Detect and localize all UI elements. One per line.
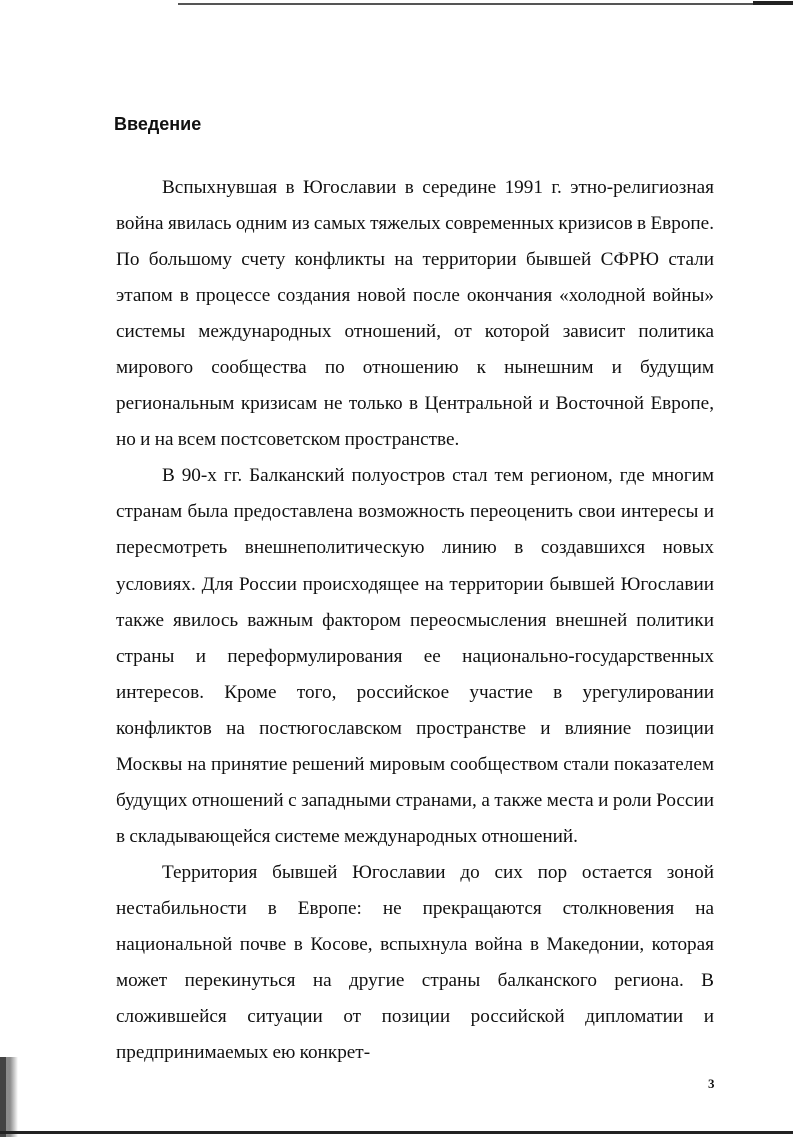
paragraph-1: Вспыхнувшая в Югославии в середине 1991 г. этно-религиозная война явилась одним из самых тяжелых современных кризисов в Европе. По большому счету конфликты на территории бывшей СФРЮ стали этапом в процессе создания новой после окончания «холодной войны» системы международных отношений, от которой зависит политика мирового сообщества по отношению к нынешним и будущим региональным кризисам не только в Центральной и Восточной Европе, но и на всем постсоветском пространстве. — [116, 177, 714, 451]
paragraph-2: В 90-х гг. Балканский полуостров стал тем регионом, где многим странам была предоставлена возможность переоценить свои интересы и пересмотреть внешнеполитическую линию в создавшихся новых условиях. Для России происходящее на территории бывшей Югославии также явилось важным фактором переосмысления внешней политики страны и переформулирования ее национально-государственных интересов. Кроме того, российское участие в урегулировании конфликтов на постюгославском пространстве и влияние позиции Москвы на принятие решений мировым сообществом стали показателем будущих отношений с западными странами, а также места и роли России в складывающейся системе международных отношений. — [116, 465, 714, 847]
document-body — [116, 170, 714, 1071]
paragraph-3: Территория бывшей Югославии до сих пор остается зоной нестабильности в Европе: не прекращаются столкновения на национальной почве в Косове, вспыхнула война в Македонии, которая может перекинуться на другие страны балканского региона. В сложившейся ситуации от позиции российской дипломатии и предпринимаемых ею конкрет- — [116, 861, 714, 1064]
bottom-scan-border — [0, 1131, 793, 1134]
scan-edge-artifact — [0, 1057, 28, 1137]
top-scan-border — [178, 3, 793, 5]
section-heading: Введение — [114, 114, 202, 134]
page-number: 3 — [708, 1076, 715, 1091]
top-scan-border-edge — [753, 1, 793, 5]
